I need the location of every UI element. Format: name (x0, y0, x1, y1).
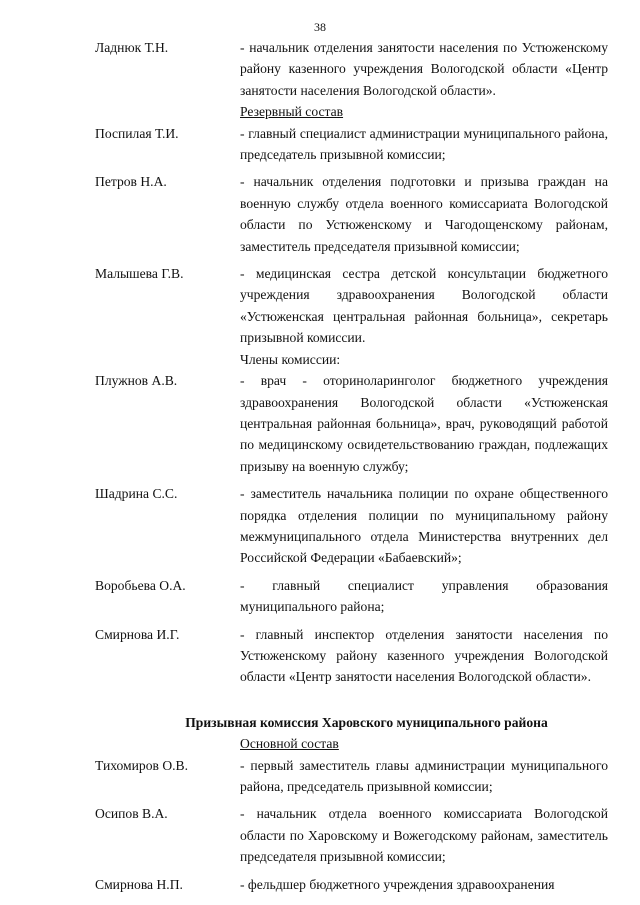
member-name: Смирнова Н.П. (95, 876, 183, 892)
member-entry (95, 575, 608, 618)
main-heading: Основной состав (240, 736, 339, 752)
member-entry (95, 803, 608, 867)
member-name: Осипов В.А. (95, 806, 168, 822)
member-name: Шадрина С.С. (95, 486, 178, 502)
member-entry (95, 37, 608, 101)
member-role: - начальник отделения занятости населения по Устюженскому району казенного учреждения Вологодской области «Центр занятости населения Вологодской области». (240, 40, 608, 98)
member-name: Воробьева О.А. (95, 577, 186, 593)
member-role: - первый заместитель главы администрации муниципального района, председатель призывной комиссии; (240, 757, 608, 794)
member-entry (95, 874, 608, 895)
member-role: - начальник отдела военного комиссариата Вологодской области по Харовскому и Вожегодскому районам, заместитель председателя призывной комиссии; (240, 806, 608, 865)
member-role: - главный специалист администрации муниципального района, председатель призывной комиссии; (240, 125, 608, 163)
member-role: - начальник отделения подготовки и призыва граждан на военную службу отдела военного комиссариата Вологодской области по Устюженскому и Чагодощенскому районам, заместитель председателя призывной комиссии; (240, 174, 608, 254)
member-name: Петров Н.А. (95, 174, 167, 190)
member-entry (95, 370, 608, 477)
member-role: - главный инспектор отделения занятости населения по Устюженскому району казенного учреждения Вологодской области «Центр занятости населения Вологодской области». (240, 626, 608, 685)
member-entry (95, 755, 608, 798)
member-entry (95, 263, 608, 349)
member-entry (95, 171, 608, 257)
member-name: Поспилая Т.И. (95, 125, 179, 141)
page-number: 38 (314, 20, 326, 34)
document-body (95, 37, 608, 895)
member-role: - фельдшер бюджетного учреждения здравоохранения (240, 876, 555, 892)
member-entry (95, 483, 608, 569)
reserve-heading: Резервный состав (240, 104, 344, 120)
member-entry (95, 123, 608, 166)
member-role: - заместитель начальника полиции по охране общественного порядка отделения полиции по муниципальному району межмуниципального отдела Министерства внутренних дел Российской Федерации «Бабаевский»; (240, 486, 608, 566)
member-role: - врач - оториноларинголог бюджетного учреждения здравоохранения Вологодской области «Устюженская центральная районная больница», врач, руководящий работой по медицинскому освидетельствованию граждан, подлежащих призыву на военную службу; (240, 373, 608, 474)
member-name: Малышева Г.В. (95, 266, 184, 282)
member-name: Смирнова И.Г. (95, 626, 180, 642)
section-title: Призывная комиссия Харовского муниципального района (185, 714, 548, 730)
member-name: Плужнов А.В. (95, 373, 178, 389)
member-name: Ладнюк Т.Н. (95, 40, 169, 55)
member-role: - медицинская сестра детской консультации бюджетного учреждения здравоохранения Вологодской области «Устюженская центральная районная больница», секретарь призывной комиссии. (240, 266, 608, 346)
member-name: Тихомиров О.В. (95, 757, 189, 773)
member-role: - главный специалист управления образования муниципального района; (240, 577, 608, 615)
member-entry (95, 624, 608, 688)
members-heading: Члены комиссии: (240, 351, 341, 367)
